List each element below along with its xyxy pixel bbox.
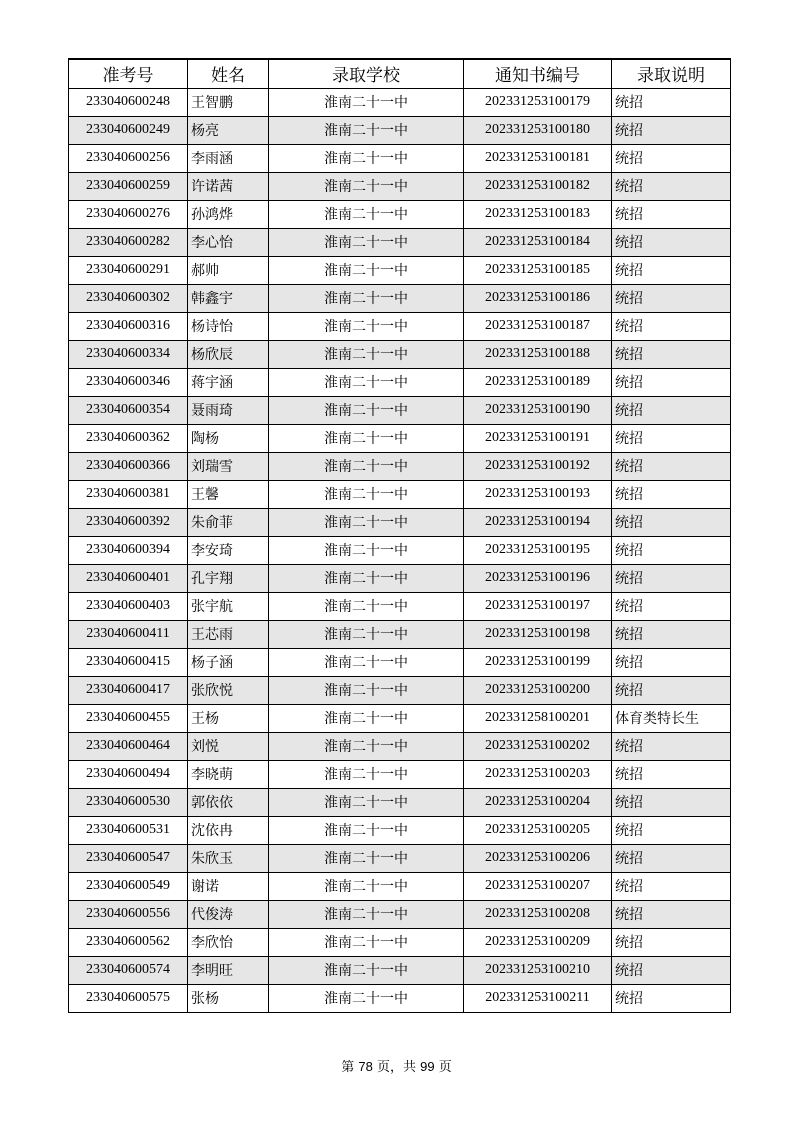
cell-notice-number: 202331253100184: [464, 228, 612, 256]
cell-admission-note: 统招: [612, 536, 731, 564]
cell-exam-id: 233040600562: [69, 928, 188, 956]
cell-exam-id: 233040600403: [69, 592, 188, 620]
cell-exam-id: 233040600392: [69, 508, 188, 536]
cell-exam-id: 233040600291: [69, 256, 188, 284]
footer-page-number: 78: [358, 1059, 373, 1074]
cell-name: 代俊涛: [188, 900, 269, 928]
cell-name: 王馨: [188, 480, 269, 508]
cell-notice-number: 202331258100201: [464, 704, 612, 732]
table-row: [69, 340, 731, 368]
cell-school: 淮南二十一中: [269, 508, 464, 536]
cell-admission-note: 统招: [612, 564, 731, 592]
cell-name: 朱俞菲: [188, 508, 269, 536]
cell-school: 淮南二十一中: [269, 368, 464, 396]
table-row: [69, 648, 731, 676]
table-row: [69, 256, 731, 284]
header-name: 姓名: [188, 59, 269, 88]
cell-notice-number: 202331253100181: [464, 144, 612, 172]
cell-name: 李心怡: [188, 228, 269, 256]
footer-prefix: 第: [341, 1060, 355, 1075]
cell-notice-number: 202331253100204: [464, 788, 612, 816]
cell-admission-note: 统招: [612, 284, 731, 312]
cell-admission-note: 统招: [612, 144, 731, 172]
table-row: [69, 844, 731, 872]
cell-school: 淮南二十一中: [269, 956, 464, 984]
table-row: [69, 368, 731, 396]
cell-school: 淮南二十一中: [269, 984, 464, 1012]
cell-name: 王芯雨: [188, 620, 269, 648]
cell-admission-note: 统招: [612, 88, 731, 116]
cell-name: 孔宇翔: [188, 564, 269, 592]
cell-notice-number: 202331253100205: [464, 816, 612, 844]
cell-exam-id: 233040600415: [69, 648, 188, 676]
cell-admission-note: 统招: [612, 480, 731, 508]
cell-admission-note: 统招: [612, 312, 731, 340]
cell-school: 淮南二十一中: [269, 228, 464, 256]
table-row: [69, 452, 731, 480]
cell-notice-number: 202331253100186: [464, 284, 612, 312]
cell-name: 王杨: [188, 704, 269, 732]
cell-exam-id: 233040600256: [69, 144, 188, 172]
cell-name: 刘瑞雪: [188, 452, 269, 480]
table-row: [69, 760, 731, 788]
cell-exam-id: 233040600346: [69, 368, 188, 396]
cell-name: 杨欣辰: [188, 340, 269, 368]
page-footer: [0, 1056, 793, 1075]
cell-exam-id: 233040600381: [69, 480, 188, 508]
cell-school: 淮南二十一中: [269, 732, 464, 760]
cell-notice-number: 202331253100203: [464, 760, 612, 788]
table-row: [69, 564, 731, 592]
cell-school: 淮南二十一中: [269, 844, 464, 872]
table-row: [69, 900, 731, 928]
table-header: [69, 59, 731, 88]
cell-name: 李欣怡: [188, 928, 269, 956]
cell-notice-number: 202331253100210: [464, 956, 612, 984]
cell-school: 淮南二十一中: [269, 816, 464, 844]
cell-admission-note: 统招: [612, 368, 731, 396]
cell-notice-number: 202331253100196: [464, 564, 612, 592]
cell-admission-note: 体育类特长生: [612, 704, 731, 732]
cell-notice-number: 202331253100192: [464, 452, 612, 480]
cell-name: 陶杨: [188, 424, 269, 452]
cell-school: 淮南二十一中: [269, 676, 464, 704]
header-notice-number: 通知书编号: [464, 59, 612, 88]
cell-exam-id: 233040600556: [69, 900, 188, 928]
cell-school: 淮南二十一中: [269, 340, 464, 368]
cell-name: 郝帅: [188, 256, 269, 284]
cell-notice-number: 202331253100179: [464, 88, 612, 116]
cell-exam-id: 233040600354: [69, 396, 188, 424]
footer-total-pages: 99: [420, 1059, 435, 1074]
table-row: [69, 592, 731, 620]
admission-table: [68, 58, 731, 1013]
cell-admission-note: 统招: [612, 116, 731, 144]
cell-exam-id: 233040600401: [69, 564, 188, 592]
cell-school: 淮南二十一中: [269, 564, 464, 592]
cell-exam-id: 233040600574: [69, 956, 188, 984]
cell-exam-id: 233040600531: [69, 816, 188, 844]
table-row: [69, 144, 731, 172]
cell-admission-note: 统招: [612, 956, 731, 984]
cell-exam-id: 233040600575: [69, 984, 188, 1012]
cell-exam-id: 233040600248: [69, 88, 188, 116]
cell-name: 郭依依: [188, 788, 269, 816]
cell-admission-note: 统招: [612, 984, 731, 1012]
table-row: [69, 788, 731, 816]
cell-notice-number: 202331253100185: [464, 256, 612, 284]
cell-name: 谢诺: [188, 872, 269, 900]
cell-admission-note: 统招: [612, 872, 731, 900]
cell-notice-number: 202331253100187: [464, 312, 612, 340]
cell-name: 张宇航: [188, 592, 269, 620]
table-row: [69, 172, 731, 200]
cell-name: 张欣悦: [188, 676, 269, 704]
cell-exam-id: 233040600282: [69, 228, 188, 256]
cell-school: 淮南二十一中: [269, 200, 464, 228]
cell-school: 淮南二十一中: [269, 900, 464, 928]
cell-notice-number: 202331253100200: [464, 676, 612, 704]
cell-exam-id: 233040600549: [69, 872, 188, 900]
table-row: [69, 816, 731, 844]
cell-notice-number: 202331253100206: [464, 844, 612, 872]
cell-notice-number: 202331253100208: [464, 900, 612, 928]
cell-name: 蒋宇涵: [188, 368, 269, 396]
cell-notice-number: 202331253100188: [464, 340, 612, 368]
cell-notice-number: 202331253100180: [464, 116, 612, 144]
header-exam-id: 准考号: [69, 59, 188, 88]
cell-exam-id: 233040600366: [69, 452, 188, 480]
cell-notice-number: 202331253100198: [464, 620, 612, 648]
table-row: [69, 984, 731, 1012]
cell-exam-id: 233040600547: [69, 844, 188, 872]
cell-exam-id: 233040600276: [69, 200, 188, 228]
cell-school: 淮南二十一中: [269, 788, 464, 816]
table-row: [69, 200, 731, 228]
table-row: [69, 88, 731, 116]
table-row: [69, 424, 731, 452]
cell-name: 李晓萌: [188, 760, 269, 788]
cell-school: 淮南二十一中: [269, 620, 464, 648]
cell-admission-note: 统招: [612, 928, 731, 956]
header-row: [69, 59, 731, 88]
cell-admission-note: 统招: [612, 340, 731, 368]
table-row: [69, 396, 731, 424]
cell-admission-note: 统招: [612, 228, 731, 256]
cell-name: 李明旺: [188, 956, 269, 984]
cell-admission-note: 统招: [612, 592, 731, 620]
cell-notice-number: 202331253100209: [464, 928, 612, 956]
cell-notice-number: 202331253100197: [464, 592, 612, 620]
cell-school: 淮南二十一中: [269, 704, 464, 732]
cell-school: 淮南二十一中: [269, 760, 464, 788]
cell-name: 王智鹏: [188, 88, 269, 116]
cell-school: 淮南二十一中: [269, 88, 464, 116]
table-row: [69, 620, 731, 648]
cell-school: 淮南二十一中: [269, 592, 464, 620]
cell-notice-number: 202331253100190: [464, 396, 612, 424]
cell-notice-number: 202331253100195: [464, 536, 612, 564]
cell-notice-number: 202331253100193: [464, 480, 612, 508]
cell-notice-number: 202331253100183: [464, 200, 612, 228]
cell-admission-note: 统招: [612, 508, 731, 536]
cell-exam-id: 233040600464: [69, 732, 188, 760]
table-row: [69, 872, 731, 900]
cell-school: 淮南二十一中: [269, 256, 464, 284]
cell-notice-number: 202331253100182: [464, 172, 612, 200]
cell-exam-id: 233040600394: [69, 536, 188, 564]
cell-admission-note: 统招: [612, 900, 731, 928]
table-row: [69, 536, 731, 564]
cell-name: 李安琦: [188, 536, 269, 564]
cell-name: 杨子涵: [188, 648, 269, 676]
cell-notice-number: 202331253100191: [464, 424, 612, 452]
cell-admission-note: 统招: [612, 788, 731, 816]
cell-school: 淮南二十一中: [269, 452, 464, 480]
table-row: [69, 284, 731, 312]
cell-exam-id: 233040600249: [69, 116, 188, 144]
cell-school: 淮南二十一中: [269, 648, 464, 676]
cell-exam-id: 233040600302: [69, 284, 188, 312]
cell-name: 朱欣玉: [188, 844, 269, 872]
cell-exam-id: 233040600259: [69, 172, 188, 200]
cell-admission-note: 统招: [612, 452, 731, 480]
cell-name: 杨亮: [188, 116, 269, 144]
cell-notice-number: 202331253100211: [464, 984, 612, 1012]
cell-admission-note: 统招: [612, 620, 731, 648]
cell-school: 淮南二十一中: [269, 172, 464, 200]
cell-exam-id: 233040600530: [69, 788, 188, 816]
cell-exam-id: 233040600316: [69, 312, 188, 340]
cell-name: 张杨: [188, 984, 269, 1012]
cell-school: 淮南二十一中: [269, 144, 464, 172]
table-row: [69, 676, 731, 704]
table-row: [69, 928, 731, 956]
cell-admission-note: 统招: [612, 676, 731, 704]
table-row: [69, 312, 731, 340]
table-row: [69, 480, 731, 508]
cell-school: 淮南二十一中: [269, 928, 464, 956]
table-row: [69, 732, 731, 760]
cell-school: 淮南二十一中: [269, 396, 464, 424]
cell-school: 淮南二十一中: [269, 284, 464, 312]
header-admission-note: 录取说明: [612, 59, 731, 88]
cell-exam-id: 233040600417: [69, 676, 188, 704]
cell-school: 淮南二十一中: [269, 536, 464, 564]
cell-name: 孙鸿烨: [188, 200, 269, 228]
cell-exam-id: 233040600494: [69, 760, 188, 788]
footer-mid: 页，共: [376, 1060, 416, 1075]
cell-notice-number: 202331253100202: [464, 732, 612, 760]
cell-exam-id: 233040600334: [69, 340, 188, 368]
cell-exam-id: 233040600362: [69, 424, 188, 452]
cell-notice-number: 202331253100199: [464, 648, 612, 676]
cell-exam-id: 233040600455: [69, 704, 188, 732]
footer-suffix: 页: [438, 1060, 452, 1075]
table-body: [69, 88, 731, 1012]
table-row: [69, 116, 731, 144]
cell-school: 淮南二十一中: [269, 872, 464, 900]
cell-name: 韩鑫宇: [188, 284, 269, 312]
cell-name: 李雨涵: [188, 144, 269, 172]
cell-school: 淮南二十一中: [269, 116, 464, 144]
table-row: [69, 508, 731, 536]
cell-school: 淮南二十一中: [269, 312, 464, 340]
cell-admission-note: 统招: [612, 172, 731, 200]
cell-name: 刘悦: [188, 732, 269, 760]
cell-admission-note: 统招: [612, 200, 731, 228]
cell-admission-note: 统招: [612, 256, 731, 284]
cell-notice-number: 202331253100194: [464, 508, 612, 536]
table-row: [69, 228, 731, 256]
cell-notice-number: 202331253100189: [464, 368, 612, 396]
cell-admission-note: 统招: [612, 816, 731, 844]
cell-name: 沈依冉: [188, 816, 269, 844]
table-row: [69, 704, 731, 732]
cell-name: 许诺茜: [188, 172, 269, 200]
cell-admission-note: 统招: [612, 844, 731, 872]
table-row: [69, 956, 731, 984]
cell-admission-note: 统招: [612, 424, 731, 452]
header-school: 录取学校: [269, 59, 464, 88]
cell-admission-note: 统招: [612, 760, 731, 788]
cell-admission-note: 统招: [612, 732, 731, 760]
cell-exam-id: 233040600411: [69, 620, 188, 648]
cell-admission-note: 统招: [612, 396, 731, 424]
cell-name: 杨诗怡: [188, 312, 269, 340]
cell-school: 淮南二十一中: [269, 480, 464, 508]
cell-admission-note: 统招: [612, 648, 731, 676]
cell-school: 淮南二十一中: [269, 424, 464, 452]
cell-name: 聂雨琦: [188, 396, 269, 424]
cell-notice-number: 202331253100207: [464, 872, 612, 900]
